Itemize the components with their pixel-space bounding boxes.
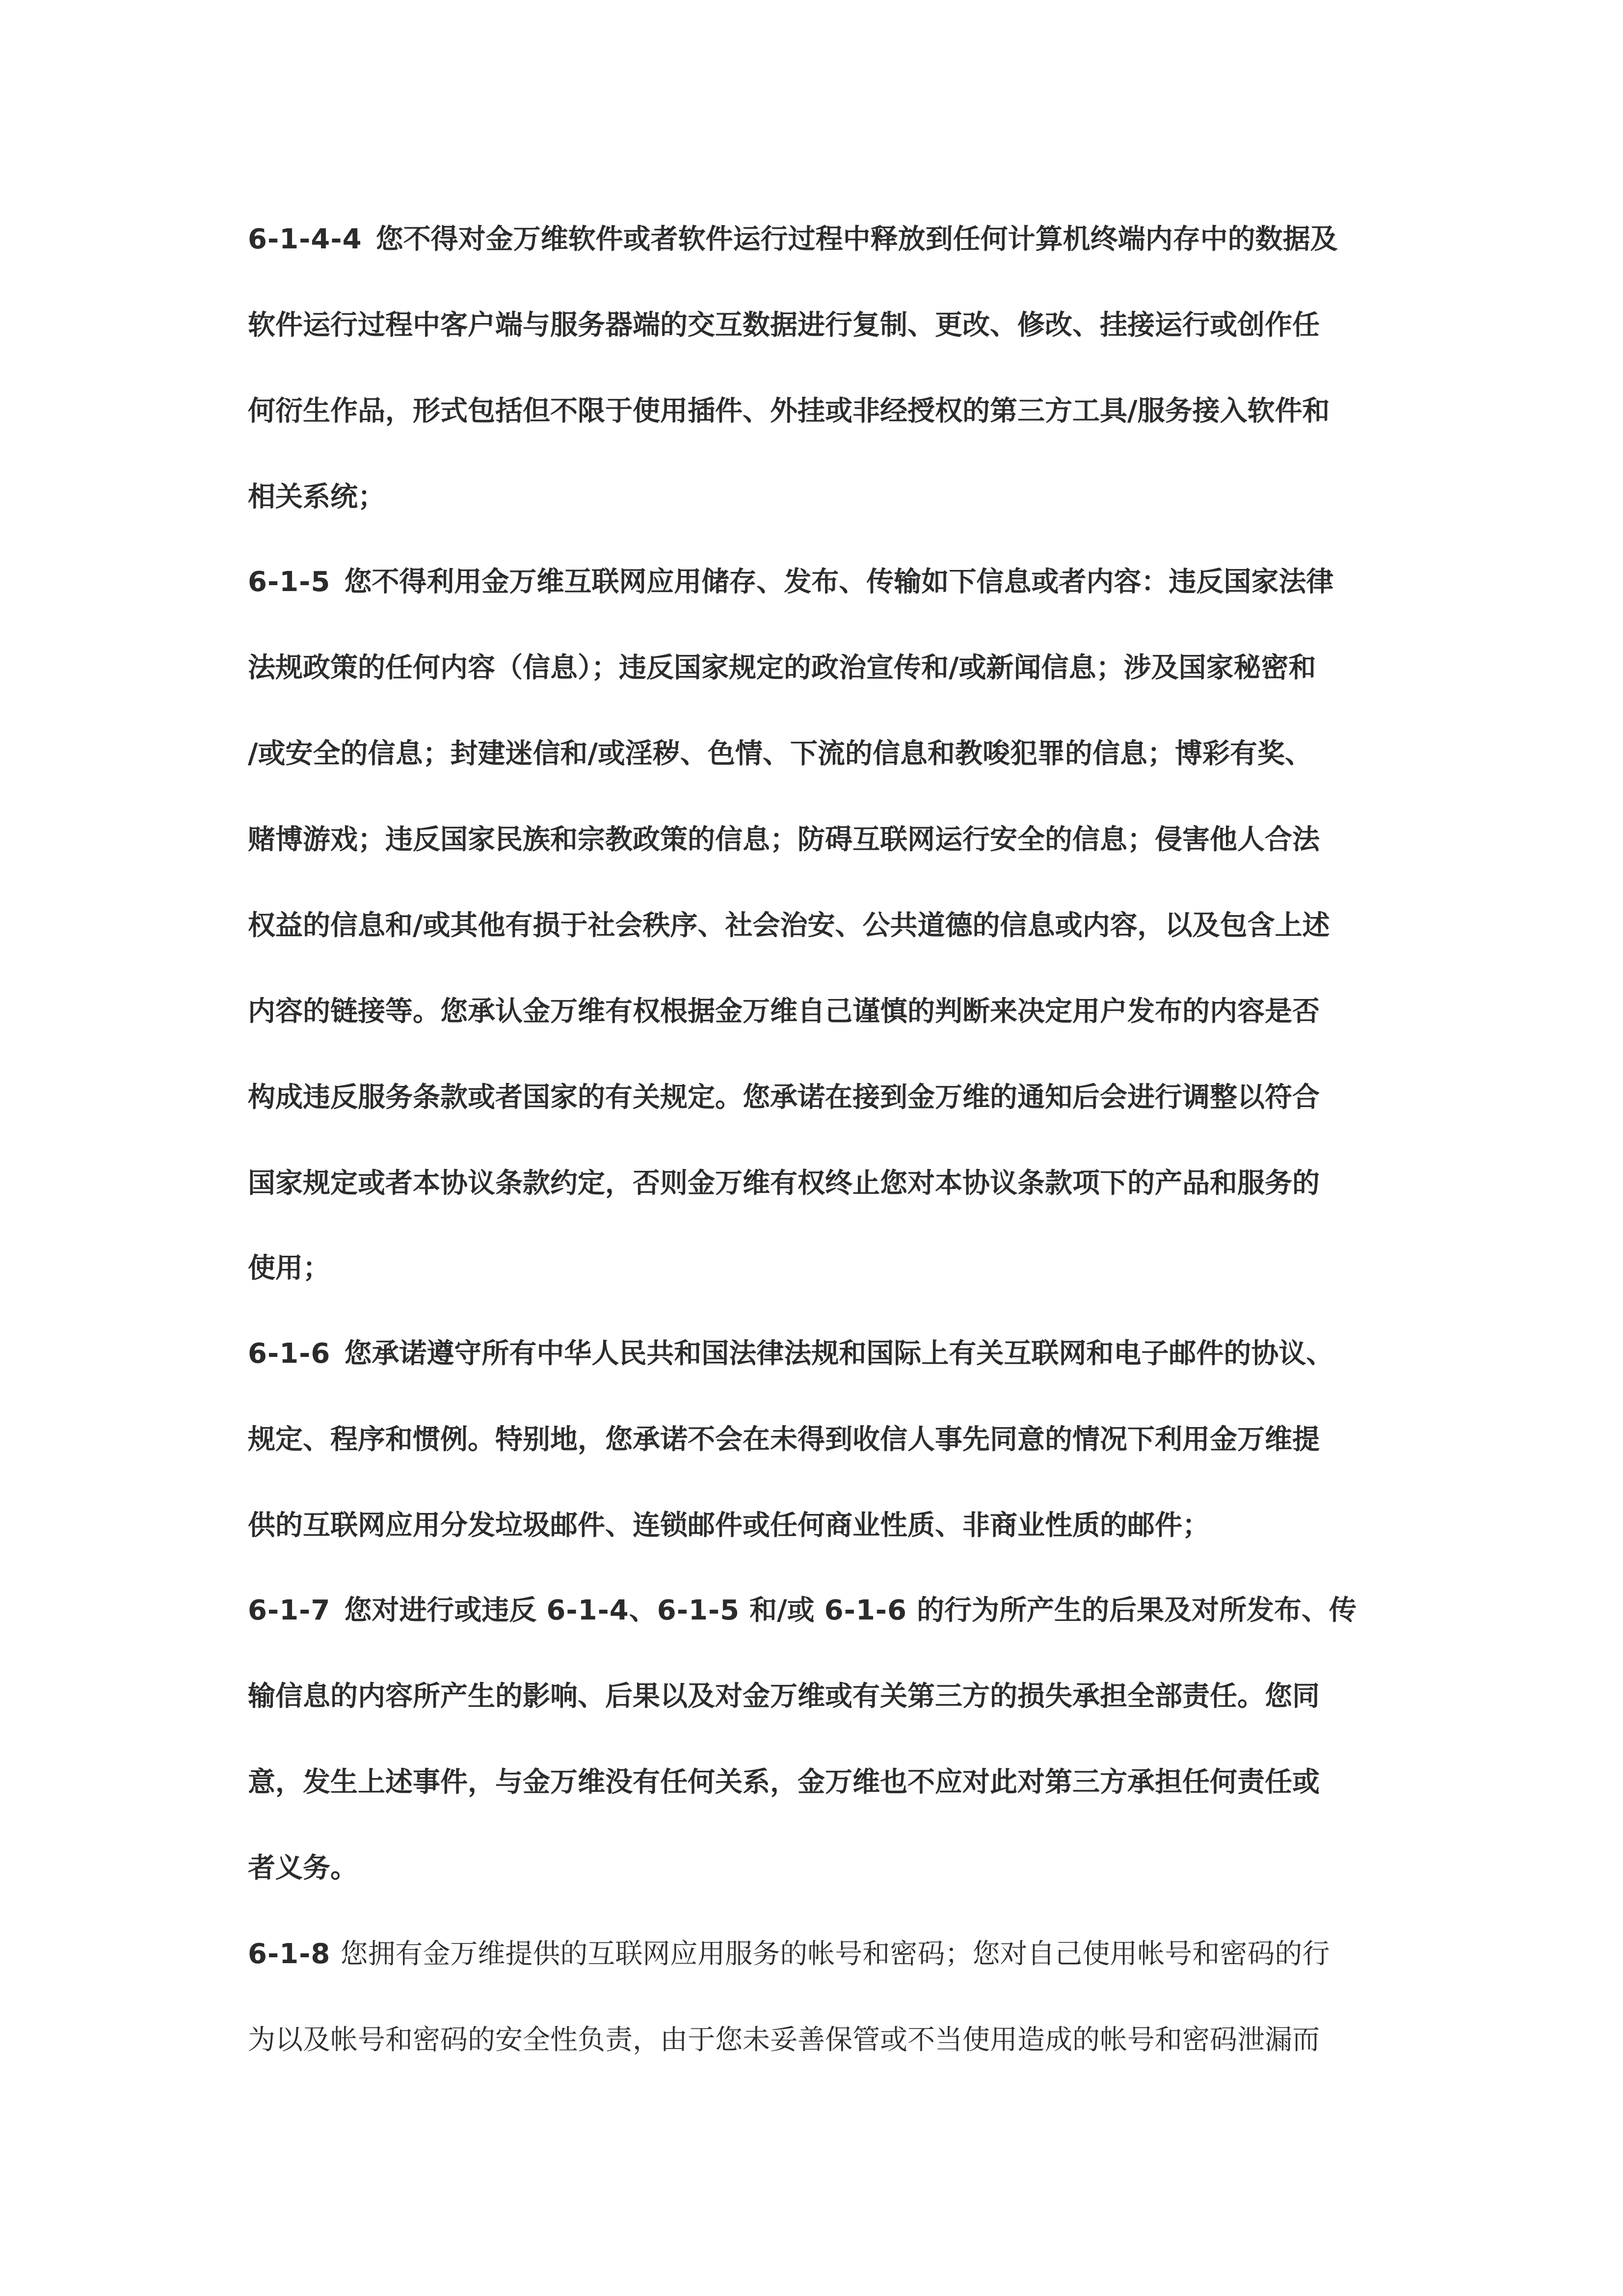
clause-number: 6-1-5 [248,566,331,598]
clause-text: 您不得对金万维软件或者软件运行过程中释放到任何计算机终端内存中的数据及 [375,223,1338,255]
paragraph-line [248,1336,1386,1372]
clause-reference: 6-1-6 [824,1594,907,1626]
paragraph-line [248,1593,1386,1628]
paragraph-line: 内容的链接等。您承认金万维有权根据金万维自己谨慎的判断来决定用户发布的内容是否 [248,996,1320,1027]
clause-number: 6-1-7 [248,1594,331,1626]
clause-reference: 6-1-4、6-1-5 [546,1594,740,1626]
clause-number: 6-1-4-4 [248,223,362,255]
paragraph-line [248,565,1386,600]
paragraph-line [248,222,1386,257]
paragraph-line: 法规政策的任何内容（信息）；违反国家规定的政治宣传和/或新闻信息；涉及国家秘密和 [248,652,1316,684]
clause-number: 6-1-6 [248,1338,331,1370]
clause-text: 您拥有金万维提供的互联网应用服务的帐号和密码；您对自己使用帐号和密码的行 [340,1938,1330,1970]
clause-text: 您对进行或违反 [344,1594,537,1626]
paragraph-line: 使用； [248,1252,330,1284]
paragraph-line: 供的互联网应用分发垃圾邮件、连锁邮件或任何商业性质、非商业性质的邮件； [248,1510,1210,1541]
paragraph-line: 权益的信息和/或其他有损于社会秩序、社会治安、公共道德的信息或内容，以及包含上述 [248,910,1330,942]
paragraph-line [248,1937,1386,1972]
clause-text: 您不得利用金万维互联网应用储存、发布、传输如下信息或者内容：违反国家法律 [344,566,1334,598]
paragraph-line: 国家规定或者本协议条款约定，否则金万维有权终止您对本协议条款项下的产品和服务的 [248,1167,1320,1199]
paragraph-line: /或安全的信息；封建迷信和/或淫秽、色情、下流的信息和教唆犯罪的信息；博彩有奖、 [248,738,1312,770]
paragraph-line: 相关系统； [248,481,385,513]
clause-text: 您承诺遵守所有中华人民共和国法律法规和国际上有关互联网和电子邮件的协议、 [344,1338,1334,1370]
paragraph-line: 何衍生作品，形式包括但不限于使用插件、外挂或非经授权的第三方工具/服务接入软件和 [248,395,1330,427]
paragraph-line: 者义务。 [248,1852,358,1884]
clause-number: 6-1-8 [248,1938,331,1970]
paragraph-line: 软件运行过程中客户端与服务器端的交互数据进行复制、更改、修改、挂接运行或创作任 [248,309,1320,341]
paragraph-line: 意，发生上述事件，与金万维没有任何关系，金万维也不应对此对第三方承担任何责任或 [248,1766,1320,1798]
paragraph-line: 赌博游戏；违反国家民族和宗教政策的信息；防碍互联网运行安全的信息；侵害他人合法 [248,824,1320,856]
paragraph-line: 输信息的内容所产生的影响、后果以及对金万维或有关第三方的损失承担全部责任。您同 [248,1680,1320,1712]
paragraph-line: 为以及帐号和密码的安全性负责，由于您未妥善保管或不当使用造成的帐号和密码泄漏而 [248,2024,1320,2056]
paragraph-line: 规定、程序和惯例。特别地，您承诺不会在未得到收信人事先同意的情况下利用金万维提 [248,1424,1320,1456]
clause-text: 的行为所产生的后果及对所发布、传 [917,1594,1357,1626]
clause-text: 和/或 [749,1594,815,1626]
paragraph-line: 构成违反服务条款或者国家的有关规定。您承诺在接到金万维的通知后会进行调整以符合 [248,1081,1320,1113]
